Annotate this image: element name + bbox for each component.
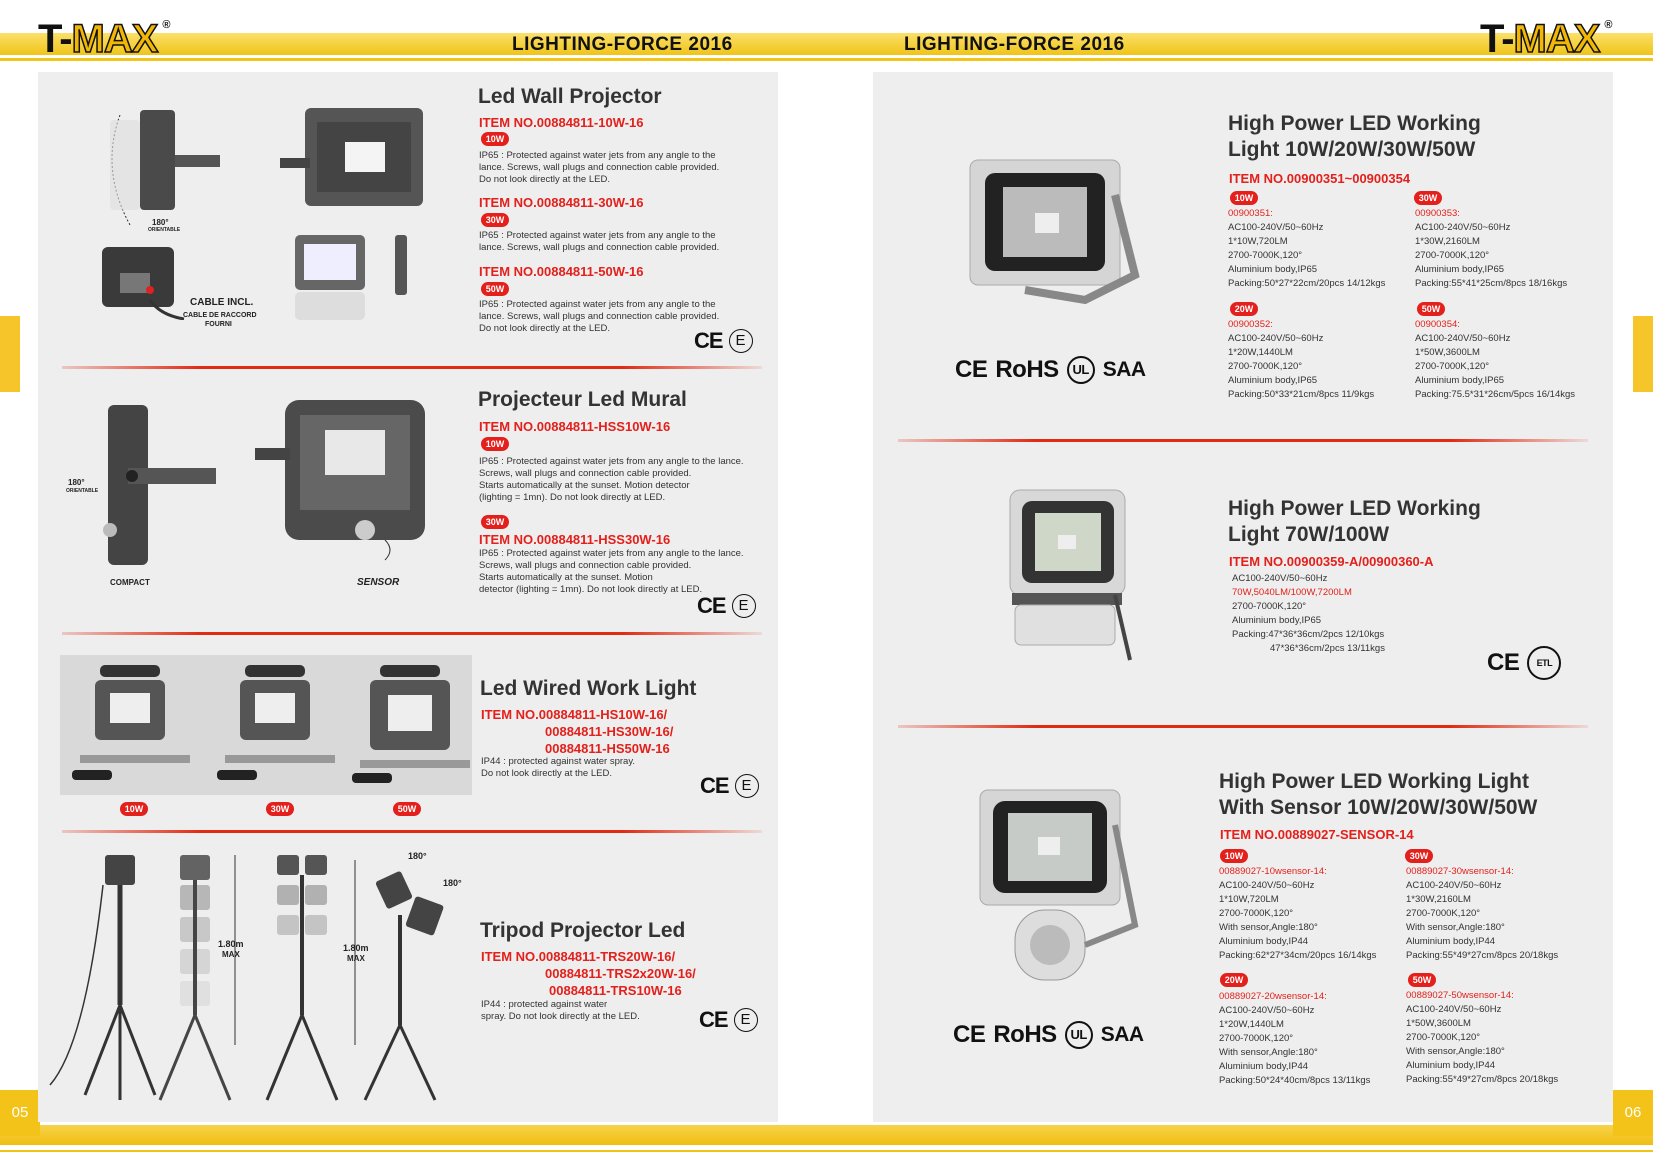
mural-side-image [100,400,220,570]
spec-block: AC100-240V/50~60Hz 70W,5040LM/100W,7200LM 2700-7000K,120° Aluminium body,IP65 Packing:47*36*36cm/2pcs 12/10kgs 47*36*36cm/2pcs 13/11kgs [1232,573,1385,654]
ce-mark-icon: CE [1487,649,1520,676]
ce-mark-icon: CE [700,773,729,798]
e-mark-icon: E [734,1008,758,1032]
watt-badge: 10W [120,802,148,816]
cert-ce-e-tripod [699,1007,758,1033]
label-180-mural: 180° [68,478,85,487]
wall-desc-50w: IP65 : Protected against water jets from any angle to the lance. Screws, wall plugs and connection cable provided. Do not look directly at the LED. [479,299,720,334]
watt-badge: 20W [1230,302,1258,316]
cert-row-3 [953,1021,1144,1049]
spec-block: 00889027-50wsensor-14: AC100-240V/50~60Hz 1*50W,3600LM 2700-7000K,120° With sensor,Angle:180° Aluminium body,IP44 Packing:55*49*27cm/8pcs 20/18kgs [1406,990,1559,1085]
wall-projector-side-image [95,100,245,235]
label-cable-fr1: CABLE DE RACCORD [183,312,257,319]
hp-light-70w-title: High Power LED Working Light 70W/100W [1228,497,1481,546]
spec-block: 00889027-30wsensor-14: AC100-240V/50~60Hz 1*30W,2160LM 2700-7000K,120° With sensor,Angle:180° Aluminium body,IP44 Packing:55*49*27cm/8pcs 20/18kgs [1406,866,1559,961]
hp-light-70w-item: ITEM NO.00900359-A/00900360-A [1229,554,1434,569]
watt-badge: 50W [1408,973,1436,987]
watt-badge: 30W [481,515,509,529]
tripod-item-line-1: ITEM NO.00884811-TRS20W-16/ [481,949,676,964]
wall-projector-back-image [100,245,185,320]
label-height-2-max: MAX [347,954,365,963]
side-tab-left [0,316,20,392]
spec-block: 00889027-20wsensor-14: AC100-240V/50~60Hz 1*20W,1440LM 2700-7000K,120° With sensor,Angle:180° Aluminium body,IP44 Packing:50*24*40cm/8pcs 13/11kgs [1219,991,1371,1086]
hp-light-sensor-image [975,785,1145,985]
watt-badge: 50W [393,802,421,816]
side-tab-right [1633,316,1653,392]
watt-badge: 20W [1220,973,1248,987]
cert-row-1 [955,356,1146,384]
watt-badge: 10W [1230,191,1258,205]
tripod-desc: IP44 : protected against water spray. Do not look directly at the LED. [481,999,640,1022]
label-angle-2: 180° [443,878,462,888]
page-number-right: 06 [1613,1090,1653,1136]
mural-desc-30w: IP65 : Protected against water jets from any angle to the lance. Screws, wall plugs and connection cable provided. Starts automatically at the sunset. Motion detector (lighting = 1mn). Do not look directly at LED. [479,548,744,595]
spec-block: 00900352: AC100-240V/50~60Hz 1*20W,1440LM 2700-7000K,120° Aluminium body,IP65 Packing:50*33*21cm/8pcs 11/9kgs [1228,319,1375,400]
wall-desc-10w: IP65 : Protected against water jets from any angle to the lance. Screws, wall plugs and connection cable provided. Do not look directly at the LED. [479,150,720,185]
mural-desc-10w: IP65 : Protected against water jets from any angle to the lance. Screws, wall plugs and connection cable provided. Starts automatically at the sunset. Motion detector (lighting = 1mn). Do not look directly at LED. [479,456,744,503]
spec-block: 00900351: AC100-240V/50~60Hz 1*10W,720LM 2700-7000K,120° Aluminium body,IP65 Packing:50*27*22cm/20pcs 14/12kgs [1228,208,1386,289]
page-number-left: 05 [0,1090,40,1136]
watt-badge: 10W [1220,849,1248,863]
ce-mark-icon: CE [694,328,723,353]
wall-item-50w: ITEM NO.00884811-50W-16 [479,264,644,279]
section-divider [62,632,762,635]
cert-ce-e-wall [694,328,753,354]
watt-badge: 30W [481,213,509,227]
cert-ce-e-mural [697,593,756,619]
hp-light-sensor-item: ITEM NO.00889027-SENSOR-14 [1220,827,1414,842]
top-yellow-bar [0,33,1653,55]
label-height-1-max: MAX [222,950,240,959]
cert-ce-e-wired [700,773,759,799]
ce-mark-icon: CE [697,593,726,618]
e-mark-icon: E [732,594,756,618]
watt-badge: 50W [1417,302,1445,316]
tripod-item-line-3: 00884811-TRS10W-16 [549,983,682,998]
etl-mark-icon: ETL [1527,646,1561,680]
wired-item-line-2: 00884811-HS30W-16/ [545,724,674,739]
wall-projector-title: Led Wall Projector [478,85,662,108]
wired-desc: IP44 : protected against water spray. Do not look directly at the LED. [481,756,636,779]
watt-badge: 30W [266,802,294,816]
ce-mark-icon: CE [955,356,988,383]
ce-mark-icon: CE [699,1007,728,1032]
ul-mark-icon: UL [1067,356,1095,384]
wall-projector-front-image [275,100,430,210]
watt-badge: 30W [1405,849,1433,863]
wall-projector-sizes-image [290,230,420,325]
saa-mark-icon: SAA [1102,358,1146,381]
tripod-title: Tripod Projector Led [480,919,686,942]
label-orientable-wall: ORIENTABLE [148,227,181,233]
label-180-wall: 180° [152,218,169,227]
watt-badge: 10W [481,437,509,451]
label-cable-incl: CABLE INCL. [190,297,254,308]
tripod-item-line-2: 00884811-TRS2x20W-16/ [545,966,696,981]
watt-badge: 30W [1414,191,1442,205]
section-divider [898,439,1588,442]
mural-title: Projecteur Led Mural [478,388,687,411]
bottom-yellow-bar [0,1125,1653,1145]
ce-mark-icon: CE [953,1021,986,1048]
mural-front-image [255,390,435,570]
rohs-mark-icon: RoHS [995,356,1059,383]
top-yellow-line [0,58,1653,61]
section-divider [62,366,762,369]
label-sensor: SENSOR [357,577,400,588]
hp-light-70w-image [1000,485,1140,665]
label-compact: COMPACT [110,578,150,587]
header-title-right: LIGHTING-FORCE 2016 [904,34,1125,55]
wired-item-line-1: ITEM NO.00884811-HS10W-16/ [481,707,668,722]
mural-item-10w: ITEM NO.00884811-HSS10W-16 [479,419,671,434]
tmax-logo-left: T-MAX ® [38,17,170,61]
label-angle-1: 180° [408,851,427,861]
hp-light-item: ITEM NO.00900351~00900354 [1229,171,1411,186]
bottom-yellow-line [0,1150,1653,1152]
hp-working-light-image [965,155,1155,315]
spec-block: 00889027-10wsensor-14: AC100-240V/50~60Hz 1*10W,720LM 2700-7000K,120° With sensor,Angle:180° Aluminium body,IP44 Packing:62*27*34cm/20pcs 16/14kgs [1219,866,1377,961]
wired-title: Led Wired Work Light [480,677,697,700]
rohs-mark-icon: RoHS [993,1021,1057,1048]
section-divider [898,725,1588,728]
wired-item-line-3: 00884811-HS50W-16 [545,741,670,756]
hp-light-title: High Power LED Working Light 10W/20W/30W/50W [1228,112,1481,161]
cert-row-2 [1487,646,1561,680]
label-cable-fr2: FOURNI [205,321,232,328]
e-mark-icon: E [735,774,759,798]
section-divider [62,830,762,833]
wall-item-30w: ITEM NO.00884811-30W-16 [479,195,644,210]
ul-mark-icon: UL [1065,1021,1093,1049]
spec-block: 00900354: AC100-240V/50~60Hz 1*50W,3600LM 2700-7000K,120° Aluminium body,IP65 Packing:75.5*31*26cm/5pcs 16/14kgs [1415,319,1576,400]
header-title-left: LIGHTING-FORCE 2016 [512,34,733,55]
tmax-logo-right: T-MAX ® [1480,17,1612,61]
wall-item-10w: ITEM NO.00884811-10W-16 [479,115,644,130]
label-height-2: 1.80m [343,943,369,953]
spec-block: 00900353: AC100-240V/50~60Hz 1*30W,2160LM 2700-7000K,120° Aluminium body,IP65 Packing:55*41*25cm/8pcs 18/16kgs [1415,208,1568,289]
hp-light-sensor-title: High Power LED Working Light With Sensor 10W/20W/30W/50W [1219,770,1538,819]
mural-item-30w: ITEM NO.00884811-HSS30W-16 [479,532,671,547]
e-mark-icon: E [729,329,753,353]
label-orientable-mural: ORIENTABLE [66,488,99,494]
tripod-images [45,845,465,1115]
label-height-1: 1.80m [218,939,244,949]
wired-work-light-images [60,655,472,795]
watt-badge: 10W [481,132,509,146]
saa-mark-icon: SAA [1100,1023,1144,1046]
watt-badge: 50W [481,282,509,296]
wall-desc-30w: IP65 : Protected against water jets from any angle to the lance. Screws, wall plugs and connection cable provided. [479,230,720,253]
